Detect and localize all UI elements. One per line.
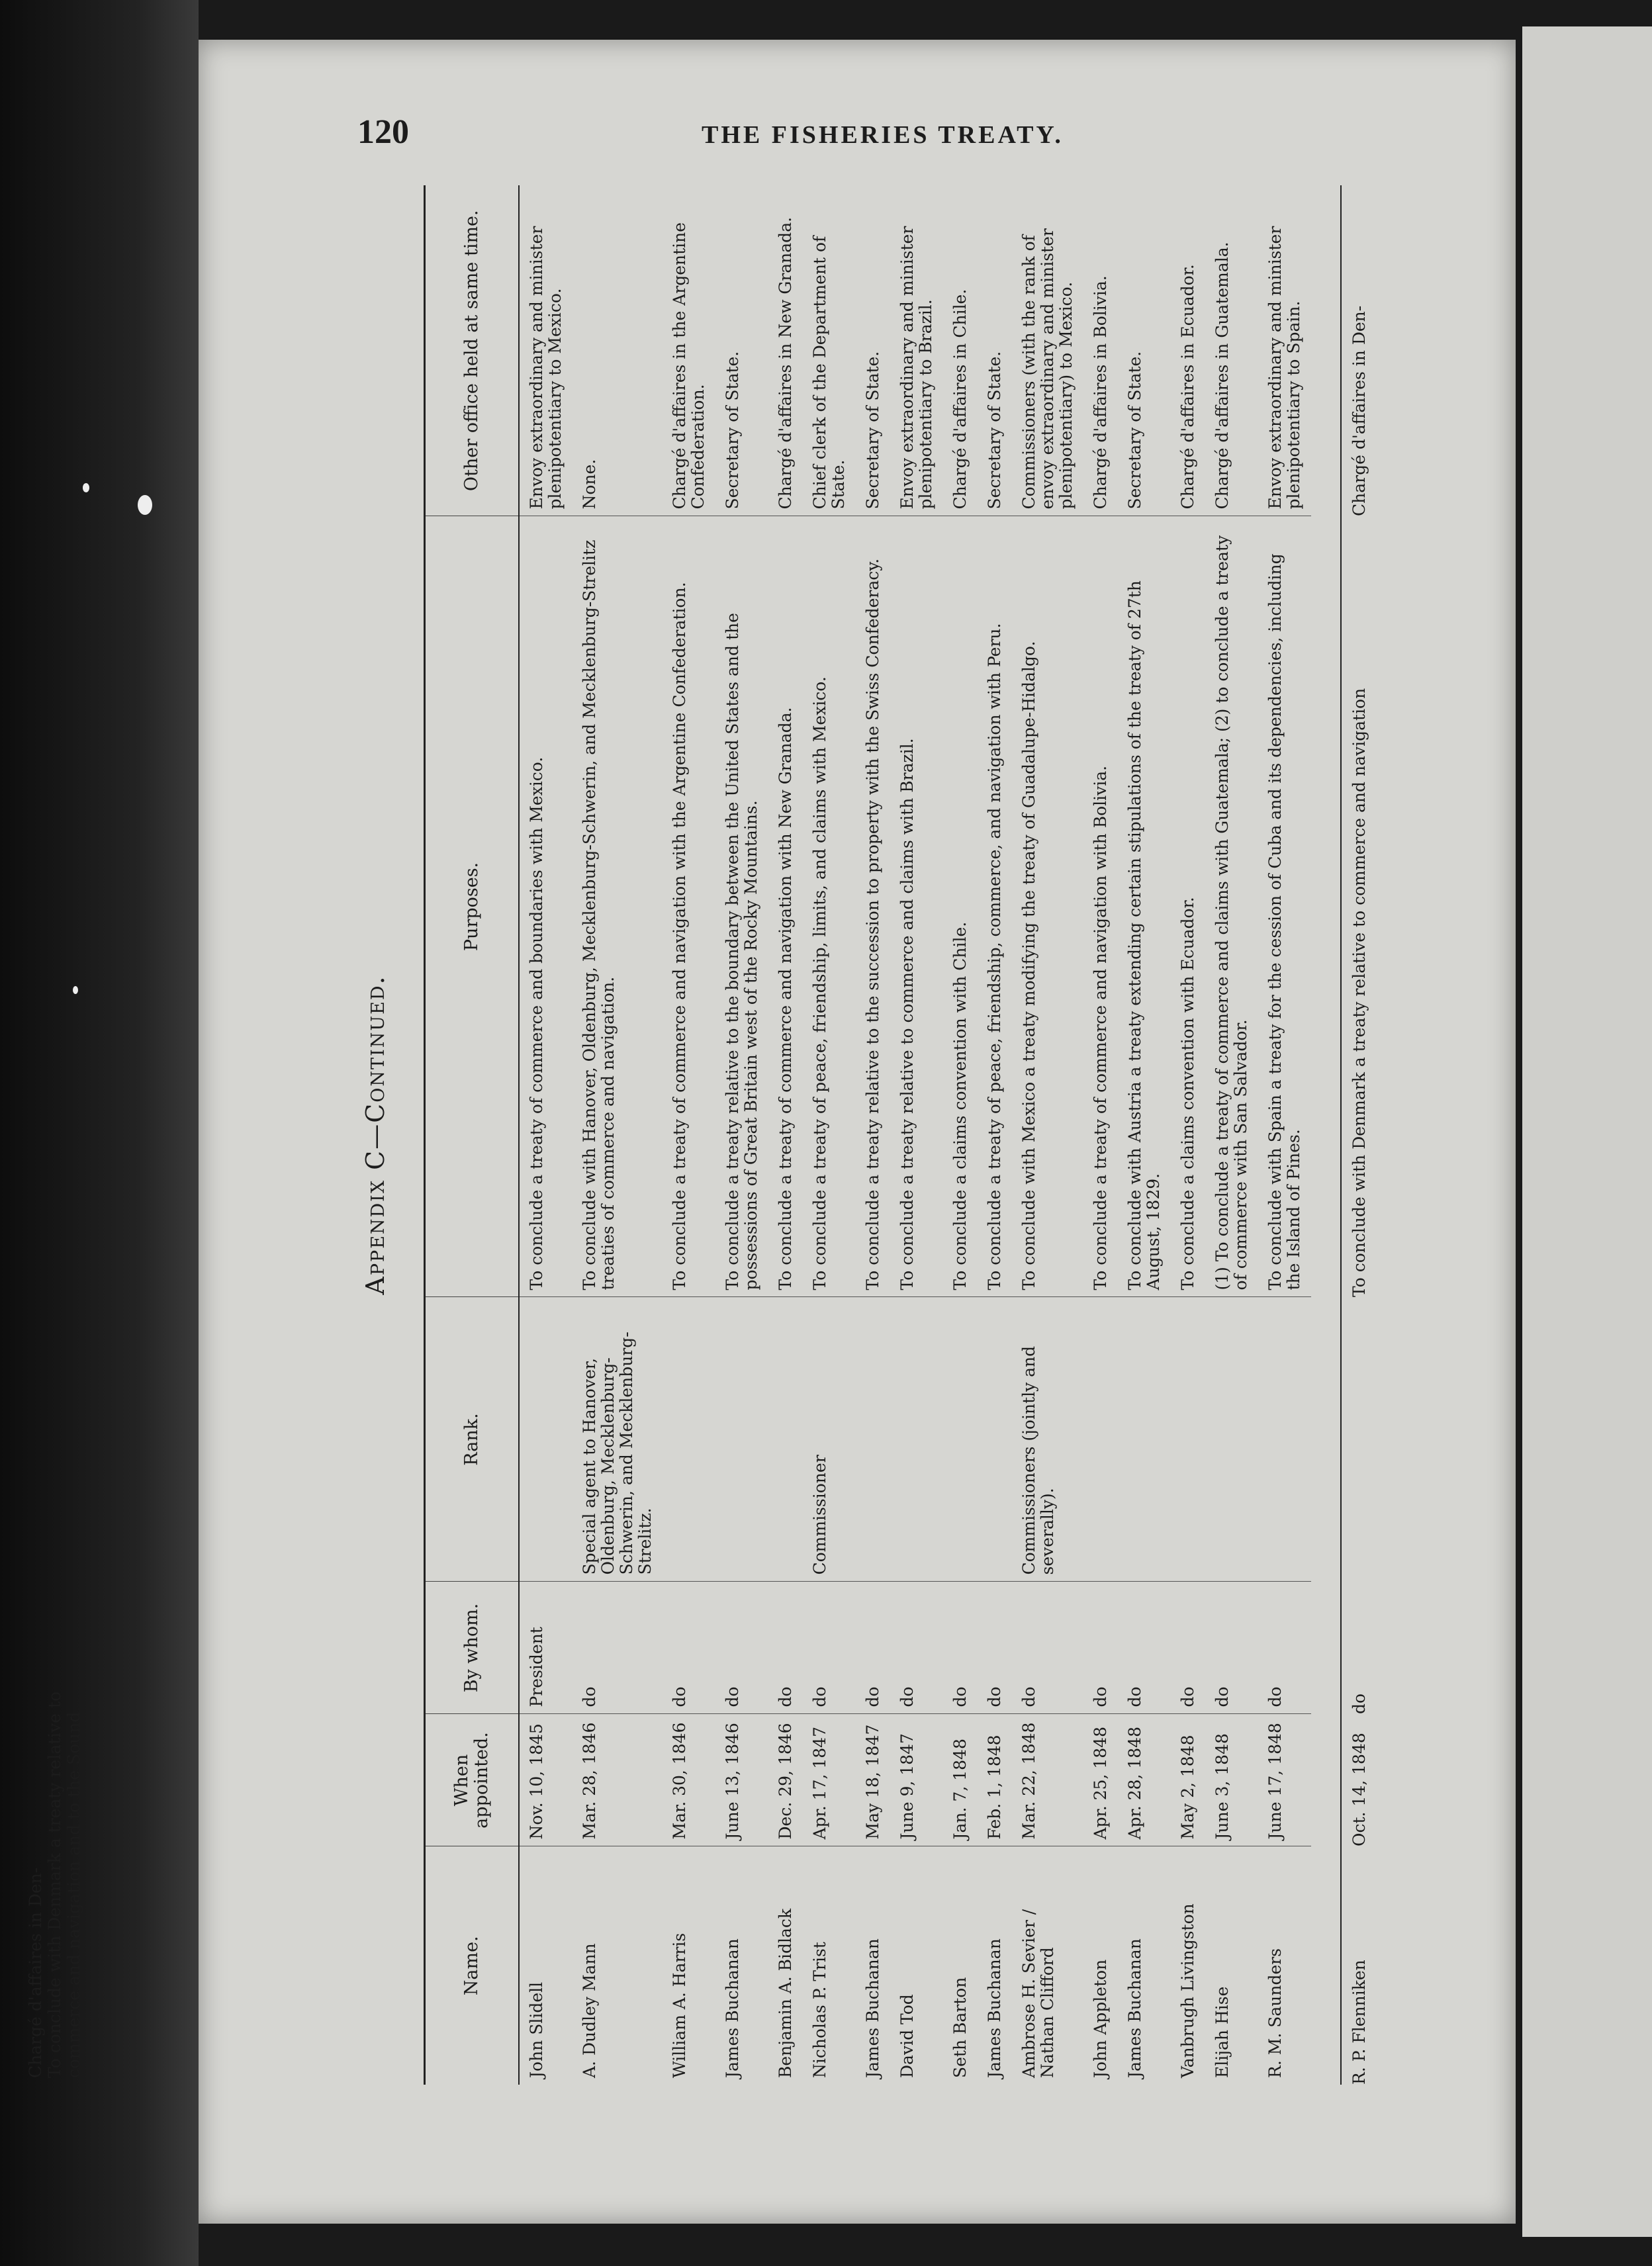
cell-name: James Buchanan [985,1938,1004,2078]
cell-name: R. M. Saunders [1265,1948,1285,2078]
table-body [519,185,1311,2085]
appointments-table [424,185,1311,2085]
table-row [890,185,943,2085]
cell-by-whom: do [573,1582,663,1714]
cell-purpose: To conclude a treaty of peace, friendship, commerce, and navigation with Peru. [978,516,1012,1297]
cell-other-office: Secretary of State. [1118,185,1171,516]
cell-when-appointed: Feb. 1, 1848 [978,1714,1012,1846]
cell-when-appointed: Nov. 10, 1845 [519,1714,573,1846]
cell-when-appointed: June 17, 1848 [1258,1714,1311,1846]
cell-rank [1118,1297,1171,1582]
cell-other-office: Secretary of State. [715,185,768,516]
cell-name: Nicholas P. Trist [810,1942,829,2078]
partial-row [1340,185,1369,2085]
cell-when-appointed: Apr. 17, 1847 [803,1714,856,1846]
cell-other-office: Envoy extraordinary and minister plenipotentiary to Mexico. [519,185,573,516]
table-row [803,185,856,2085]
cell-purpose: To conclude with Hanover, Oldenburg, Mecklenburg-Schwerin, and Mecklenburg-Strelitz treaties of commerce and navigation. [573,516,663,1297]
cell-when-appointed: Dec. 29, 1846 [768,1714,803,1846]
cell-when-appointed: Jan. 7, 1848 [943,1714,978,1846]
cell-purpose: To conclude a treaty relative to the succession to property with the Swiss Confederacy. [856,516,890,1297]
column-header-other-office: Other office held at same time. [425,185,520,516]
facing-page-line: commerce and navigation and to the Sound [64,1711,83,2078]
cell-when-appointed: May 2, 1848 [1171,1714,1205,1846]
scan-speck [73,986,78,994]
cell-other-office: Secretary of State. [978,185,1012,516]
page-number: 120 [357,113,409,151]
table-row [1258,185,1311,2085]
cell-purpose: To conclude a claims convention with Ecuador. [1171,516,1205,1297]
cell-name: John Slidell [527,1981,546,2078]
cell-by-whom: do [768,1582,803,1714]
facing-page-line: To conclude with Denmark a treaty relative to [44,1691,64,2078]
column-header-name: Name. [425,1846,520,2085]
cell-name: David Tod [897,1994,917,2078]
table-row [519,185,573,2085]
cell-by-whom: do [978,1582,1012,1714]
table-row [1171,185,1205,2085]
cell-other-office: None. [573,185,663,516]
cell-name: William A. Harris [670,1932,689,2078]
appendix-title: Appendix C—Continued. [361,975,390,1295]
cell-when-appointed: Mar. 30, 1846 [663,1714,715,1846]
cell-other-office: Chargé d'affaires in the Argentine Confederation. [663,185,715,516]
cell-purpose: To conclude a treaty of peace, friendship, limits, and claims with Mexico. [803,516,856,1297]
cell-other-office: Chargé d'affaires in Guatemala. [1205,185,1258,516]
table-row [1012,185,1083,2085]
cell-other-office: Chargé d'affaires in Ecuador. [1171,185,1205,516]
cell-rank [978,1297,1012,1582]
cell-other-office: Envoy extraordinary and minister plenipotentiary to Brazil. [890,185,943,516]
cell-when-appointed: Apr. 28, 1848 [1118,1714,1171,1846]
cell-rank [1205,1297,1258,1582]
cell-rank [1083,1297,1118,1582]
cell-by-whom: do [1205,1582,1258,1714]
partial-row-rank [1350,1297,1369,1582]
cell-by-whom: President [519,1582,573,1714]
column-header-rank: Rank. [425,1297,520,1582]
cell-name: Seth Barton [950,1977,970,2078]
cell-when-appointed: June 13, 1846 [715,1714,768,1846]
cell-name: James Buchanan [863,1938,882,2078]
cell-rank [890,1297,943,1582]
partial-row-when: Oct. 14, 1848 [1350,1733,1369,1846]
cell-other-office: Chargé d'affaires in New Granada. [768,185,803,516]
cell-by-whom: do [1083,1582,1118,1714]
cell-when-appointed: June 3, 1848 [1205,1714,1258,1846]
table-row [978,185,1012,2085]
table-row [1083,185,1118,2085]
cell-purpose: To conclude a treaty relative to the boundary between the United States and the possessions of Great Britain west of the Rocky Mountains. [715,516,768,1297]
cell-by-whom: do [1258,1582,1311,1714]
cell-by-whom: do [890,1582,943,1714]
facing-page-text [26,1085,83,2078]
cell-by-whom: do [803,1582,856,1714]
partial-row-name: R. P. Flenniken [1350,1960,1369,2085]
cell-other-office: Chargé d'affaires in Chile. [943,185,978,516]
table-row [768,185,803,2085]
cell-other-office: Chief clerk of the Department of State. [803,185,856,516]
cell-other-office: Secretary of State. [856,185,890,516]
partial-row-by: do [1350,1693,1369,1714]
cell-by-whom: do [856,1582,890,1714]
cell-when-appointed: May 18, 1847 [856,1714,890,1846]
cell-purpose: To conclude a treaty of commerce and navigation with the Argentine Confederation. [663,516,715,1297]
cell-rank [856,1297,890,1582]
cell-rank: Commissioner [803,1297,856,1582]
table-row [663,185,715,2085]
cell-purpose: To conclude a treaty of commerce and navigation with Bolivia. [1083,516,1118,1297]
facing-page-edge [1522,26,1652,2237]
cell-rank [519,1297,573,1582]
table-row [943,185,978,2085]
cell-rank [768,1297,803,1582]
cell-when-appointed: Mar. 22, 1848 [1012,1714,1083,1846]
column-header-by-whom: By whom. [425,1582,520,1714]
cell-name: Elijah Hise [1213,1986,1232,2078]
column-header-when: When appointed. [425,1714,520,1846]
cell-name: Benjamin A. Bidlack [776,1908,795,2078]
table-header-row [425,185,520,2085]
cell-by-whom: do [943,1582,978,1714]
cell-by-whom: do [1171,1582,1205,1714]
cell-rank [715,1297,768,1582]
facing-page-line: Chargé d'affaires in Den- [26,1867,45,2078]
cell-name: Vanbrugh Livingston [1178,1903,1197,2078]
cell-by-whom: do [1012,1582,1083,1714]
cell-by-whom: do [715,1582,768,1714]
cell-other-office: Envoy extraordinary and minister plenipotentiary to Spain. [1258,185,1311,516]
table-row [1118,185,1171,2085]
scan-speck [83,483,89,492]
cell-purpose: To conclude with Austria a treaty extending certain stipulations of the treaty of 27th August, 1829. [1118,516,1171,1297]
table-row [1205,185,1258,2085]
cell-rank [1258,1297,1311,1582]
cell-when-appointed: Mar. 28, 1846 [573,1714,663,1846]
cell-name: Ambrose H. Sevier / Nathan Clifford [1019,1909,1057,2078]
running-title: THE FISHERIES TREATY. [702,121,1064,149]
cell-name: James Buchanan [723,1938,742,2078]
cell-other-office: Commissioners (with the rank of envoy extraordinary and minister plenipotentiary) to Mexico. [1012,185,1083,516]
cell-name: James Buchanan [1125,1938,1144,2078]
cell-by-whom: do [663,1582,715,1714]
cell-when-appointed: Apr. 25, 1848 [1083,1714,1118,1846]
column-header-purposes: Purposes. [425,516,520,1297]
cell-purpose: To conclude a treaty of commerce and navigation with New Granada. [768,516,803,1297]
cell-rank: Special agent to Hanover, Oldenburg, Mecklenburg-Schwerin, and Mecklenburg-Strelitz. [573,1297,663,1582]
table-row [715,185,768,2085]
cell-purpose: To conclude with Spain a treaty for the cession of Cuba and its dependencies, including the Island of Pines. [1258,516,1311,1297]
cell-purpose: To conclude a treaty of commerce and boundaries with Mexico. [519,516,573,1297]
cell-rank [943,1297,978,1582]
cell-purpose: To conclude a treaty relative to commerce and claims with Brazil. [890,516,943,1297]
cell-name: John Appleton [1091,1959,1110,2078]
cell-purpose: To conclude a claims convention with Chile. [943,516,978,1297]
cell-purpose: To conclude with Mexico a treaty modifying the treaty of Guadalupe-Hidalgo. [1012,516,1083,1297]
cell-when-appointed: June 9, 1847 [890,1714,943,1846]
cell-name: A. Dudley Mann [580,1943,599,2078]
cell-by-whom: do [1118,1582,1171,1714]
partial-row-purpose: To conclude with Denmark a treaty relative to commerce and navigation [1350,688,1369,1297]
cell-other-office: Chargé d'affaires in Bolivia. [1083,185,1118,516]
cell-purpose: (1) To conclude a treaty of commerce and claims with Guatemala; (2) to conclude a treaty of commerce with San Salvador. [1205,516,1258,1297]
table-row [856,185,890,2085]
cell-rank [663,1297,715,1582]
cell-rank [1171,1297,1205,1582]
cell-rank: Commissioners (jointly and severally). [1012,1297,1083,1582]
partial-row-other: Chargé d'affaires in Den- [1350,305,1369,516]
table-row [573,185,663,2085]
rotated-table-block [361,185,1433,2085]
scan-speck [138,495,152,515]
